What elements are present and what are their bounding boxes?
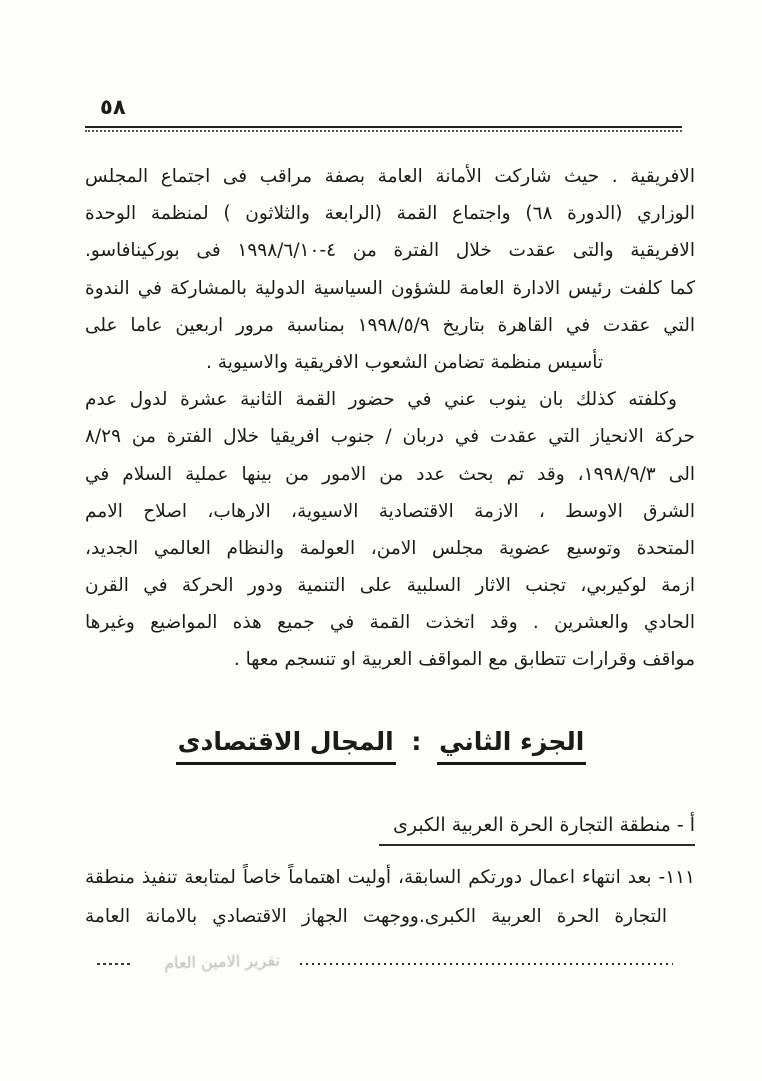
body-line: الافريقية . حيث شاركت الأمانة العامة بصفة مراقب فى اجتماع المجلس: [85, 166, 695, 187]
body-line: وكلفته كذلك بان ينوب عني في حضور القمة الثانية عشرة لدول عدم: [85, 389, 677, 411]
body-line: الوزاري (الدورة ٦٨) واجتماع القمة (الرابعة والثلاثون ) لمنظمة الوحدة: [85, 203, 695, 225]
header-rule-dotted-line: [85, 130, 682, 132]
body-line: كما كلفت رئيس الادارة العامة للشؤون السياسية الدولية بالمشاركة في الندوة: [85, 277, 695, 299]
footer: [85, 950, 685, 984]
section-heading-part1: الجزء الثاني: [437, 727, 586, 765]
paragraph-line: ١١١- بعد انتهاء اعمال دورتكم السابقة، أوليت اهتماماً خاصاً لمتابعة تنفيذ منطقة: [85, 867, 695, 888]
footer-stamp: تقرير الامين العام: [163, 950, 281, 973]
body-line: مواقف وقرارات تتطابق مع المواقف العربية او تنسجم معها .: [233, 649, 695, 671]
paragraph-111: [85, 859, 695, 936]
body-line: المتحدة وتوسيع عضوية مجلس الامن، العولمة والنظام العالمي الجديد،: [85, 537, 695, 559]
paragraph-line: التجارة الحرة العربية الكبرى.ووجهت الجهاز الاقتصادي بالامانة العامة: [85, 905, 667, 927]
footer-dash-line: [97, 963, 133, 965]
header-rule: [85, 126, 682, 132]
body-line: التي عقدت في القاهرة بتاريخ ١٩٩٨/٥/٩ بمناسبة مرور اربعين عاما على: [85, 314, 695, 336]
header-rule-solid-line: [85, 126, 682, 128]
body-line: الى ١٩٩٨/٩/٣، وقد تم بحث عدد من الامور من بينها عملية السلام في: [85, 463, 695, 485]
body-line: الحادي والعشرين . وقد اتخذت القمة في جميع هذه المواضيع وغيرها: [85, 612, 695, 634]
body-line: ازمة لوكيربي، تجنب الاثار السلبية على التنمية ودور الحركة في القرن: [85, 575, 695, 597]
subsection-heading: [85, 814, 695, 846]
body-text: [85, 158, 695, 679]
section-heading-part2: المجال الاقتصادى: [176, 727, 396, 765]
body-line: حركة الانحياز التي عقدت في دربان / جنوب افريقيا خلال الفترة من ٨/٢٩: [85, 426, 695, 448]
body-line: تأسيس منظمة تضامن الشعوب الافريقية والاسيوية .: [206, 351, 603, 373]
section-heading-colon: :: [411, 727, 422, 756]
subsection-heading-label: أ - منطقة التجارة الحرة العربية الكبرى: [379, 814, 695, 846]
footer-dotted-line: [300, 963, 673, 965]
page-number: ٥٨: [100, 95, 126, 119]
body-line: الافريقية والتى عقدت خلال الفترة من ٤-١٩٩٨/٦/١٠ فى بوركينافاسو.: [85, 240, 695, 262]
section-heading: [0, 727, 762, 765]
body-line: الشرق الاوسط ، الازمة الاقتصادية الاسيوية، الارهاب، اصلاح الامم: [85, 500, 695, 522]
